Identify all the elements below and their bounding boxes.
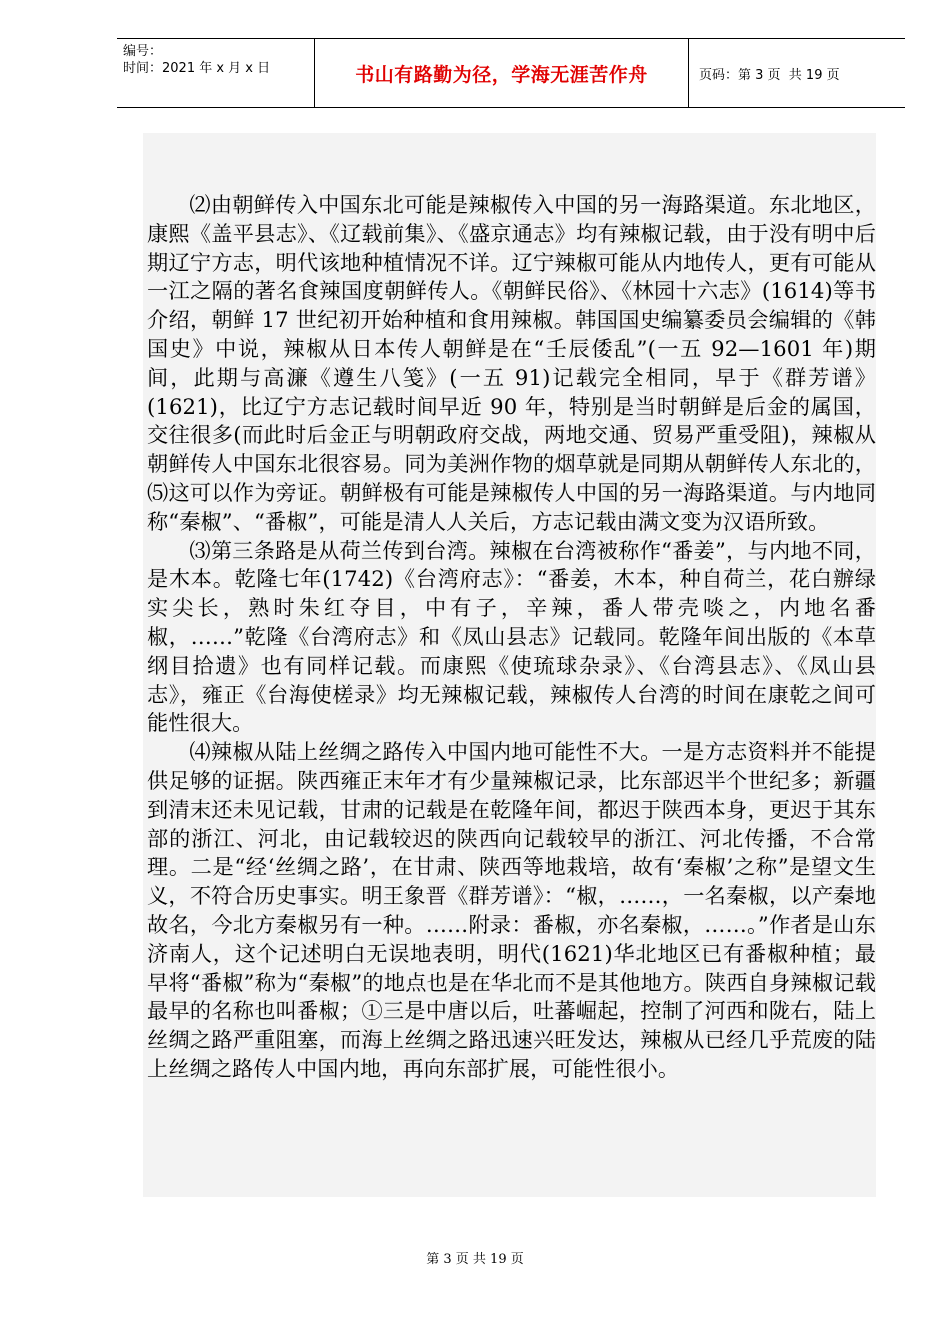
page-footer <box>0 1248 950 1267</box>
paragraph-2: ⑵由朝鲜传入中国东北可能是辣椒传入中国的另一海路渠道。东北地区，康熙《盖平县志》、《辽载前集》、《盛京通志》均有辣椒记载，由于没有明中后期辽宁方志，明代该地种植情况不详。辽宁辣椒可能从内地传人，更有可能从一江之隔的著名食辣国度朝鲜传人。《朝鲜民俗》、《林园十六志》(1614)等书介绍，朝鲜 17 世纪初开始种植和食用辣椒。韩国国史编纂委员会编辑的《韩国史》中说，辣椒从日本传人朝鲜是在“壬辰倭乱”(一五 92—1601 年)期间，此期与高濂《遵生八笺》(一五 91)记载完全相同，早于《群芳谱》(1621)，比辽宁方志记载时间早近 90 年，特别是当时朝鲜是后金的属国，交往很多(而此时后金正与明朝政府交战，两地交通、贸易严重受阻)，辣椒从朝鲜传人中国东北很容易。同为美洲作物的烟草就是同期从朝鲜传人东北的，⑸这可以作为旁证。朝鲜极有可能是辣椒传人中国的另一海路渠道。与内地同称“秦椒”、“番椒”，可能是清人人关后，方志记载由满文变为汉语所致。 <box>147 192 876 534</box>
header-number-label: 编号： <box>123 44 163 59</box>
page-header <box>117 38 905 108</box>
paragraph-3: ⑶第三条路是从荷兰传到台湾。辣椒在台湾被称作“番姜”，与内地不同，是木本。乾隆七年(1742)《台湾府志》：“番姜，木本，种自荷兰，花白辦绿实尖长，熟时朱红夺目，中有子，辛辣，番人带壳啖之，内地名番椒，……”乾隆《台湾府志》和《凤山县志》记载同。乾隆年间出版的《本草纲目拾遗》也有同样记载。而康熙《使琉球杂录》、《台湾县志》、《凤山县志》，雍正《台海使槎录》均无辣椒记载，辣椒传人台湾的时间在康乾之间可能性很大。 <box>147 537 876 736</box>
header-page-info <box>689 39 905 107</box>
paragraph-4: ⑷辣椒从陆上丝绸之路传入中国内地可能性不大。一是方志资料并不能提供足够的证据。陕西雍正末年才有少量辣椒记录，比东部迟半个世纪多；新疆到清末还未见记载，甘肃的记载是在乾隆年间，都迟于陕西本身，更迟于其东部的浙江、河北，由记载较迟的陕西向记载较早的浙江、河北传播，不合常理。二是“经‘丝绸之路’，在甘肃、陕西等地栽培，故有‘秦椒’之称”是望文生义，不符合历史事实。明王象晋《群芳谱》：“椒，……，一名秦椒，以产秦地故名，今北方秦椒另有一种。……附录：番椒，亦名秦椒，……。”作者是山东济南人，这个记述明白无误地表明，明代(1621)华北地区已有番椒种植；最早将“番椒”称为“秦椒”的地点也是在华北而不是其他地方。陕西自身辣椒记载最早的名称也叫番椒；①三是中唐以后，吐蕃崛起，控制了河西和陇右，陆上丝绸之路严重阻塞，而海上丝绸之路迅速兴旺发达，辣椒从已经几乎荒废的陆上丝绸之路传人中国内地，再向东部扩展，可能性很小。 <box>147 739 876 1081</box>
header-time-label: 时间：2021 年 x 月 x 日 <box>123 61 271 76</box>
header-page-info-text: 页码：第 3 页 共 19 页 <box>699 67 840 83</box>
header-motto: 书山有路勤为径，学海无涯苦作舟 <box>315 39 689 107</box>
header-meta <box>117 39 315 107</box>
document-body <box>143 133 876 1197</box>
footer-page-number: 第 3 页 共 19 页 <box>426 1252 524 1267</box>
